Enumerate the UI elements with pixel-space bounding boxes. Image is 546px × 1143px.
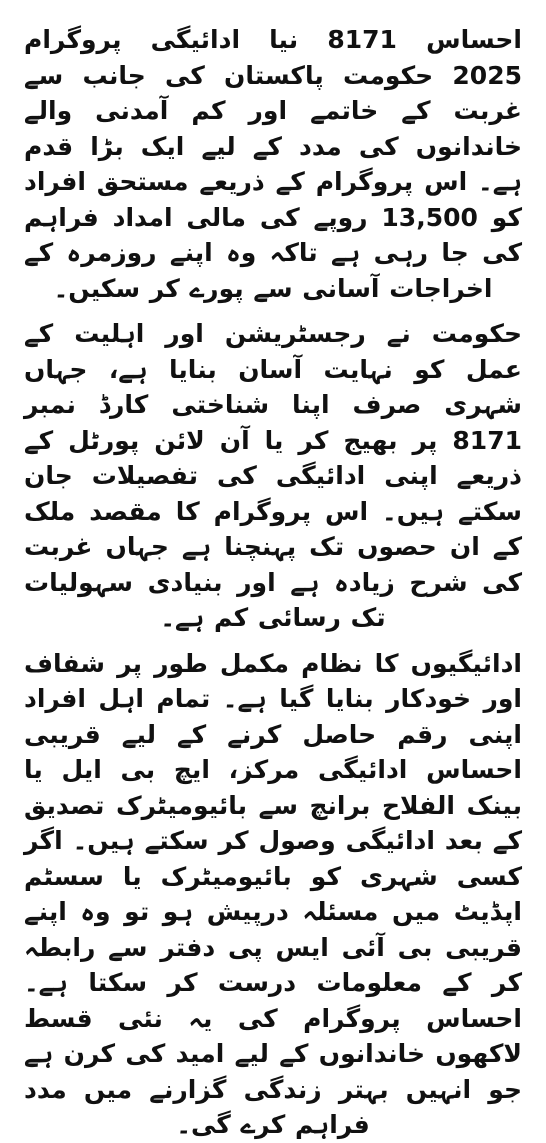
paragraph-payments: ادائیگیوں کا نظام مکمل طور پر شفاف اور خودکار بنایا گیا ہے۔ تمام اہل افراد اپنی رقم حاصل کرنے کے لیے قریبی احساس ادائیگی مرکز، ایچ بی ایل یا بینک الفلاح برانچ سے بائیومیٹرک تصدیق کے بعد ادائیگی وصول کر سکتے ہیں۔ اگر کسی شہری کو بائیومیٹرک یا سسٹم اپڈیٹ میں مسئلہ درپیش ہو تو وہ اپنے قریبی بی آئی ایس پی دفتر سے رابطہ کر کے معلومات درست کر سکتا ہے۔ احساس پروگرام کی یہ نئی قسط لاکھوں خاندانوں کے لیے امید کی کرن ہے جو انہیں بہتر زندگی گزارنے میں مدد فراہم کرے گی۔ — [24, 648, 522, 1139]
paragraph-registration: حکومت نے رجسٹریشن اور اہلیت کے عمل کو نہایت آسان بنایا ہے، جہاں شہری صرف اپنا شناختی کارڈ نمبر 8171 پر بھیج کر یا آن لائن پورٹل کے ذریعے اپنی ادائیگی کی تفصیلات جان سکتے ہیں۔ اس پروگرام کا مقصد ملک کے ان حصوں تک پہنچنا ہے جہاں غربت کی شرح زیادہ ہے اور بنیادی سہولیات تک رسائی کم ہے۔ — [24, 319, 522, 632]
paragraph-intro: احساس 8171 نیا ادائیگی پروگرام 2025 حکومت پاکستان کی جانب سے غربت کے خاتمے اور کم آمدنی والے خاندانوں کی مدد کے لیے ایک بڑا قدم ہے۔ اس پروگرام کے ذریعے مستحق افراد کو 13,500 روپے کی مالی امداد فراہم کی جا رہی ہے تاکہ وہ اپنے روزمرہ کے اخراجات آسانی سے پورے کر سکیں۔ — [24, 25, 522, 303]
